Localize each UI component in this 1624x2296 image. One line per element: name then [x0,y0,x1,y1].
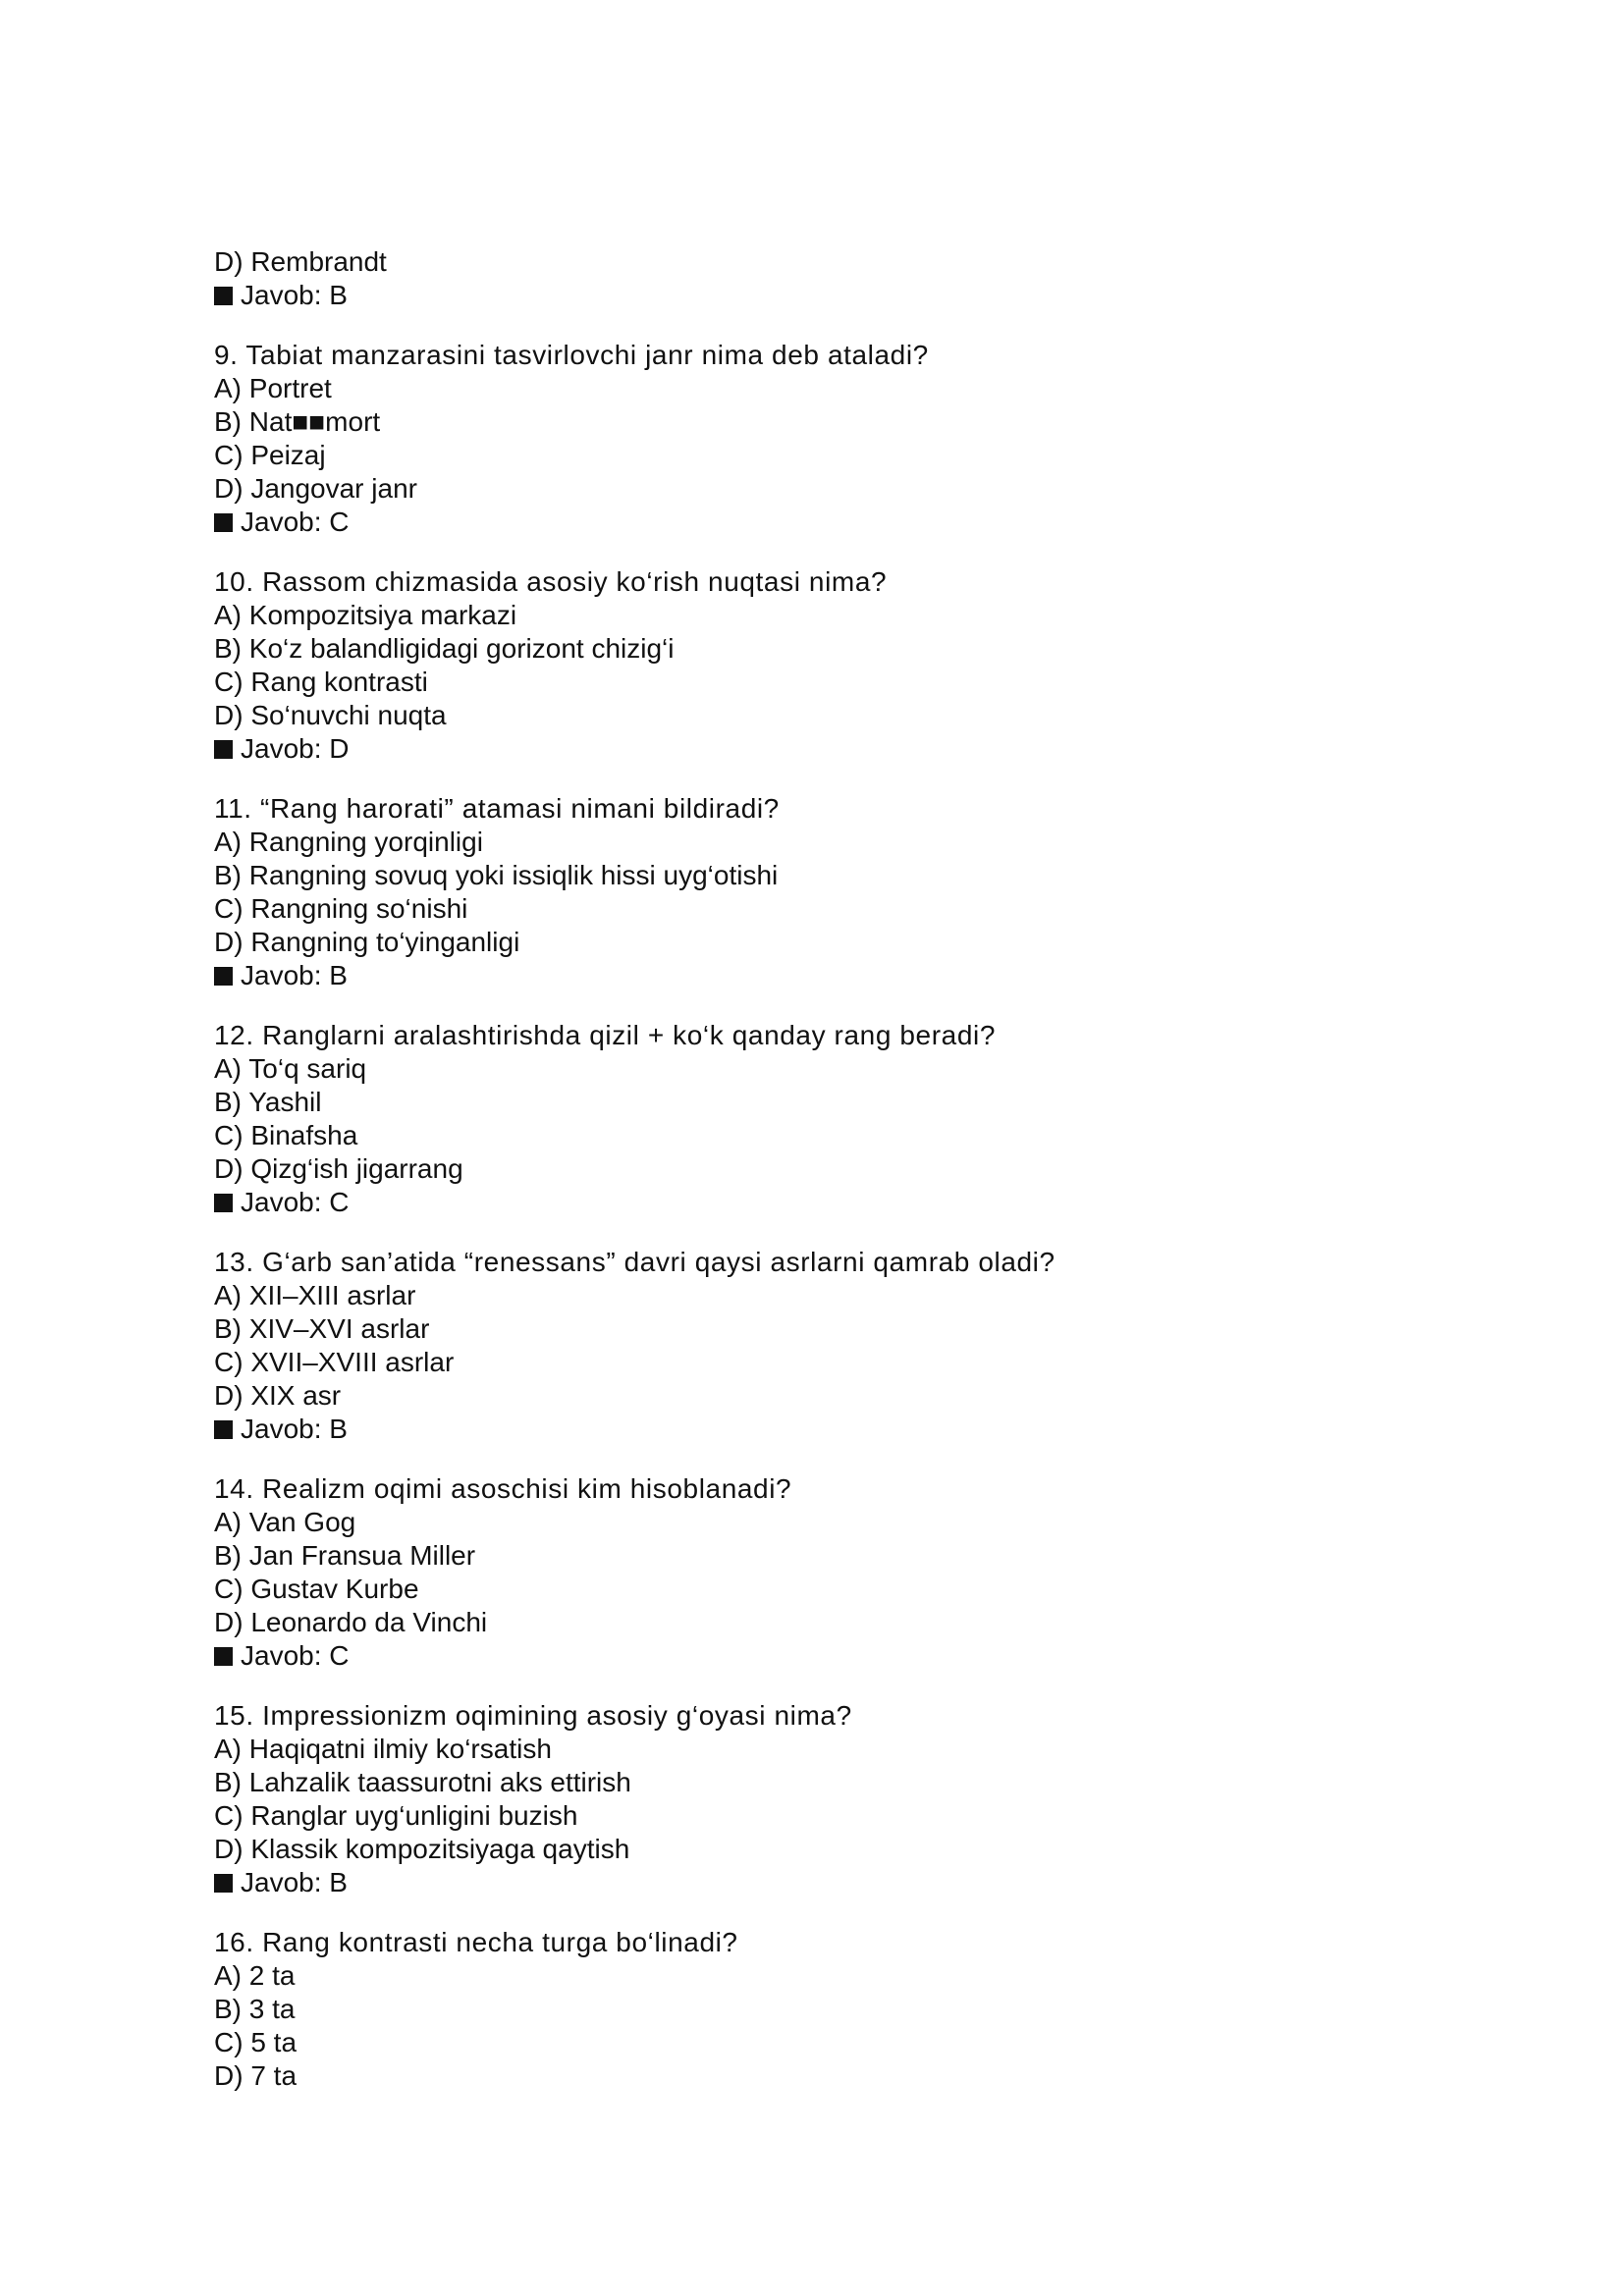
answer-marker-icon [214,1647,233,1666]
answer-text: Javob: D [241,733,350,764]
option-c: C) Rang kontrasti [214,667,428,697]
option-a: A) Kompozitsiya markazi [214,600,517,630]
option-d: D) Qizg‘ish jigarrang [214,1153,463,1184]
option-b: B) Lahzalik taassurotni aks ettirish [214,1767,631,1797]
question-13 [214,1246,1441,1446]
answer-line [214,279,1441,312]
question-text: 16. Rang kontrasti necha turga bo‘linadi? [214,1927,738,1957]
option-b: B) XIV–XVI asrlar [214,1313,430,1344]
answer-text: Javob: B [241,1867,348,1897]
answer-text: Javob: B [241,280,348,310]
option-d: D) Rembrandt [214,246,387,277]
option-b: B) Jan Fransua Miller [214,1540,476,1571]
option-b: B) Rangning sovuq yoki issiqlik hissi uyg‘otishi [214,860,779,890]
option-d: D) Jangovar janr [214,473,417,504]
answer-line [214,959,1441,992]
answer-marker-icon [214,287,233,305]
question-12 [214,1019,1441,1219]
answer-line [214,732,1441,766]
answer-line [214,1639,1441,1673]
question-text: 14. Realizm oqimi asoschisi kim hisoblanadi? [214,1473,792,1504]
question-text: 10. Rassom chizmasida asosiy ko‘rish nuqtasi nima? [214,566,888,597]
option-a: A) Van Gog [214,1507,356,1537]
option-c: C) Rangning so‘nishi [214,893,468,924]
option-a: A) Haqiqatni ilmiy ko‘rsatish [214,1734,552,1764]
question-text: 11. “Rang harorati” atamasi nimani bildiradi? [214,793,780,824]
option-d: D) Leonardo da Vinchi [214,1607,488,1637]
option-c: C) Ranglar uyg‘unligini buzish [214,1800,578,1831]
question-text: 15. Impressionizm oqimining asosiy g‘oyasi nima? [214,1700,852,1731]
answer-text: Javob: B [241,960,348,990]
option-b: B) Ko‘z balandligidagi gorizont chizig‘i [214,633,675,664]
answer-marker-icon [214,967,233,986]
option-c: C) Peizaj [214,440,326,470]
answer-text: Javob: C [241,1187,350,1217]
question-text: 12. Ranglarni aralashtirishda qizil + ko‘k qanday rang beradi? [214,1020,996,1050]
question-11 [214,792,1441,992]
option-a: A) To‘q sariq [214,1053,367,1084]
option-a: A) 2 ta [214,1960,296,1991]
option-c: C) 5 ta [214,2027,298,2057]
option-b: B) 3 ta [214,1994,296,2024]
option-a: A) XII–XIII asrlar [214,1280,416,1310]
option-c: C) XVII–XVIII asrlar [214,1347,455,1377]
answer-marker-icon [214,1420,233,1439]
document-page [214,245,1441,2093]
answer-marker-icon [214,740,233,759]
question-9 [214,339,1441,539]
option-d: D) So‘nuvchi nuqta [214,700,447,730]
answer-marker-icon [214,1874,233,1893]
option-d: D) Klassik kompozitsiyaga qaytish [214,1834,630,1864]
option-d: D) 7 ta [214,2060,298,2091]
option-b: B) Nat■■mort [214,406,381,437]
option-a: A) Portret [214,373,332,403]
option-a: A) Rangning yorqinligi [214,827,483,857]
lead-block [214,245,1441,312]
option-b: B) Yashil [214,1087,322,1117]
question-10 [214,565,1441,766]
answer-text: Javob: C [241,1640,350,1671]
option-c: C) Binafsha [214,1120,358,1150]
answer-line [214,1866,1441,1899]
answer-text: Javob: B [241,1414,348,1444]
answer-line [214,1186,1441,1219]
question-text: 13. G‘arb san’atida “renessans” davri qaysi asrlarni qamrab oladi? [214,1247,1056,1277]
question-text: 9. Tabiat manzarasini tasvirlovchi janr nima deb ataladi? [214,340,929,370]
answer-line [214,506,1441,539]
answer-marker-icon [214,1194,233,1212]
question-15 [214,1699,1441,1899]
answer-text: Javob: C [241,507,350,537]
answer-line [214,1413,1441,1446]
question-16 [214,1926,1441,2093]
option-d: D) XIX asr [214,1380,342,1411]
option-c: C) Gustav Kurbe [214,1574,419,1604]
question-14 [214,1472,1441,1673]
option-d: D) Rangning to‘yinganligi [214,927,520,957]
answer-marker-icon [214,513,233,532]
